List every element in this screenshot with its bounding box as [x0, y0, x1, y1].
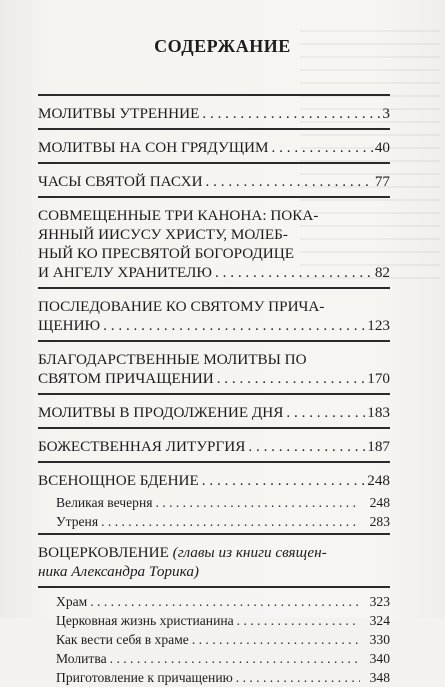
leader-dots	[215, 263, 373, 282]
toc-subentry-page: 324	[369, 613, 390, 628]
toc-entry-title: СВЯТОМ ПРИЧАЩЕНИИ	[38, 370, 214, 387]
toc-entry-title-line: НЫЙ КО ПРЕСВЯТОЙ БОГОРОДИЦЕ	[38, 245, 294, 262]
toc-subentry-matins	[38, 512, 390, 531]
toc-entry-morning-prayers	[38, 100, 390, 126]
toc-subentry-title: Храм	[56, 594, 88, 609]
toc-entry-title: МОЛИТВЫ НА СОН ГРЯДУЩИМ	[38, 139, 269, 156]
toc-entry-thanksgiving-prayers	[38, 346, 390, 391]
toc-entry-title: ЩЕНИЮ	[38, 317, 101, 334]
divider	[38, 287, 390, 289]
toc-entry-page: 187	[367, 438, 390, 455]
leader-dots	[248, 437, 365, 456]
toc-subentry-title: Великая вечерня	[56, 495, 153, 510]
toc-subentry-behavior	[38, 630, 390, 649]
toc-subentry-page: 340	[369, 651, 390, 666]
leader-dots	[110, 650, 360, 667]
toc-entry-page: 183	[367, 404, 390, 421]
toc-entry-page: 248	[367, 472, 390, 489]
toc-entry-title: МОЛИТВЫ УТРЕННИЕ	[38, 105, 200, 122]
toc-subentry-page: 283	[369, 514, 390, 529]
divider	[38, 427, 390, 429]
toc-entry-all-night-vigil	[38, 467, 390, 493]
toc-entry-title-line: СОВМЕЩЕННЫЕ ТРИ КАНОНА: ПОКА-	[38, 207, 319, 224]
toc-entry-page: 77	[374, 173, 390, 190]
leader-dots	[237, 612, 360, 629]
toc-entry-title: БОЖЕСТВЕННАЯ ЛИТУРГИЯ	[38, 438, 246, 455]
toc-subentry-page: 323	[369, 594, 390, 609]
toc-entry-title: МОЛИТВЫ В ПРОДОЛЖЕНИЕ ДНЯ	[38, 404, 284, 421]
toc-subentry-title: Молитва	[56, 651, 107, 666]
toc-subentry-temple	[38, 592, 390, 611]
toc-subentry-title: Приготовление к причащению	[56, 670, 233, 685]
divider	[38, 393, 390, 395]
leader-dots	[155, 494, 360, 511]
toc-subentry-vespers	[38, 493, 390, 512]
divider	[38, 128, 390, 130]
toc-subentry-title: Церковная жизнь христианина	[56, 613, 234, 628]
toc-entry-title: И АНГЕЛУ ХРАНИТЕЛЮ	[38, 264, 213, 281]
leader-dots	[236, 669, 360, 686]
toc-entry-note: ника Александра Торика)	[38, 563, 199, 580]
divider	[38, 533, 390, 535]
toc-subentry-title: Как вести себя в храме	[56, 632, 189, 647]
leader-dots	[206, 172, 373, 191]
divider	[38, 586, 390, 588]
toc-subentry-page: 348	[369, 670, 390, 685]
toc-entry-page: 3	[382, 105, 390, 122]
toc-entry-churching	[38, 539, 390, 584]
leader-dots	[101, 513, 360, 530]
divider	[38, 162, 390, 164]
toc-subentry-preparation	[38, 668, 390, 687]
divider	[38, 94, 390, 96]
divider	[38, 461, 390, 463]
toc-entry-page: 40	[374, 139, 390, 156]
toc-entry-page: 82	[374, 264, 390, 281]
leader-dots	[272, 138, 373, 157]
toc-subentry-church-life	[38, 611, 390, 630]
leader-dots	[103, 316, 365, 335]
toc-entry-title-line: ЯННЫЙ ИИСУСУ ХРИСТУ, МОЛЕБ-	[38, 226, 288, 243]
toc-entry-evening-prayers	[38, 134, 390, 160]
toc-entry-note: (главы из книги священ-	[172, 544, 327, 561]
toc-entry-title: ЧАСЫ СВЯТОЙ ПАСХИ	[38, 173, 203, 190]
toc-entry-daytime-prayers	[38, 399, 390, 425]
leader-dots	[202, 471, 365, 490]
toc-entry-divine-liturgy	[38, 433, 390, 459]
table-of-contents	[38, 92, 390, 687]
toc-subentry-page: 330	[369, 632, 390, 647]
toc-entry-communion-rule	[38, 293, 390, 338]
leader-dots	[217, 369, 366, 388]
toc-entry-three-canons	[38, 202, 390, 285]
leader-dots	[202, 104, 380, 123]
divider	[38, 196, 390, 198]
page-title: СОДЕРЖАНИЕ	[154, 36, 291, 56]
leader-dots	[192, 631, 360, 648]
leader-dots	[90, 593, 360, 610]
toc-entry-page: 170	[367, 370, 390, 387]
toc-subentry-page: 248	[369, 495, 390, 510]
toc-entry-title: ВОЦЕРКОВЛЕНИЕ	[38, 544, 169, 561]
toc-entry-title-line: ПОСЛЕДОВАНИЕ КО СВЯТОМУ ПРИЧА-	[38, 298, 325, 315]
toc-entry-title-line: БЛАГОДАРСТВЕННЫЕ МОЛИТВЫ ПО	[38, 351, 307, 368]
toc-entry-title: ВСЕНОЩНОЕ БДЕНИЕ	[38, 472, 199, 489]
toc-subentry-prayer	[38, 649, 390, 668]
toc-subentry-title: Утреня	[56, 514, 99, 529]
leader-dots	[286, 403, 365, 422]
divider	[38, 340, 390, 342]
toc-entry-paschal-hours	[38, 168, 390, 194]
toc-entry-page: 123	[367, 317, 390, 334]
